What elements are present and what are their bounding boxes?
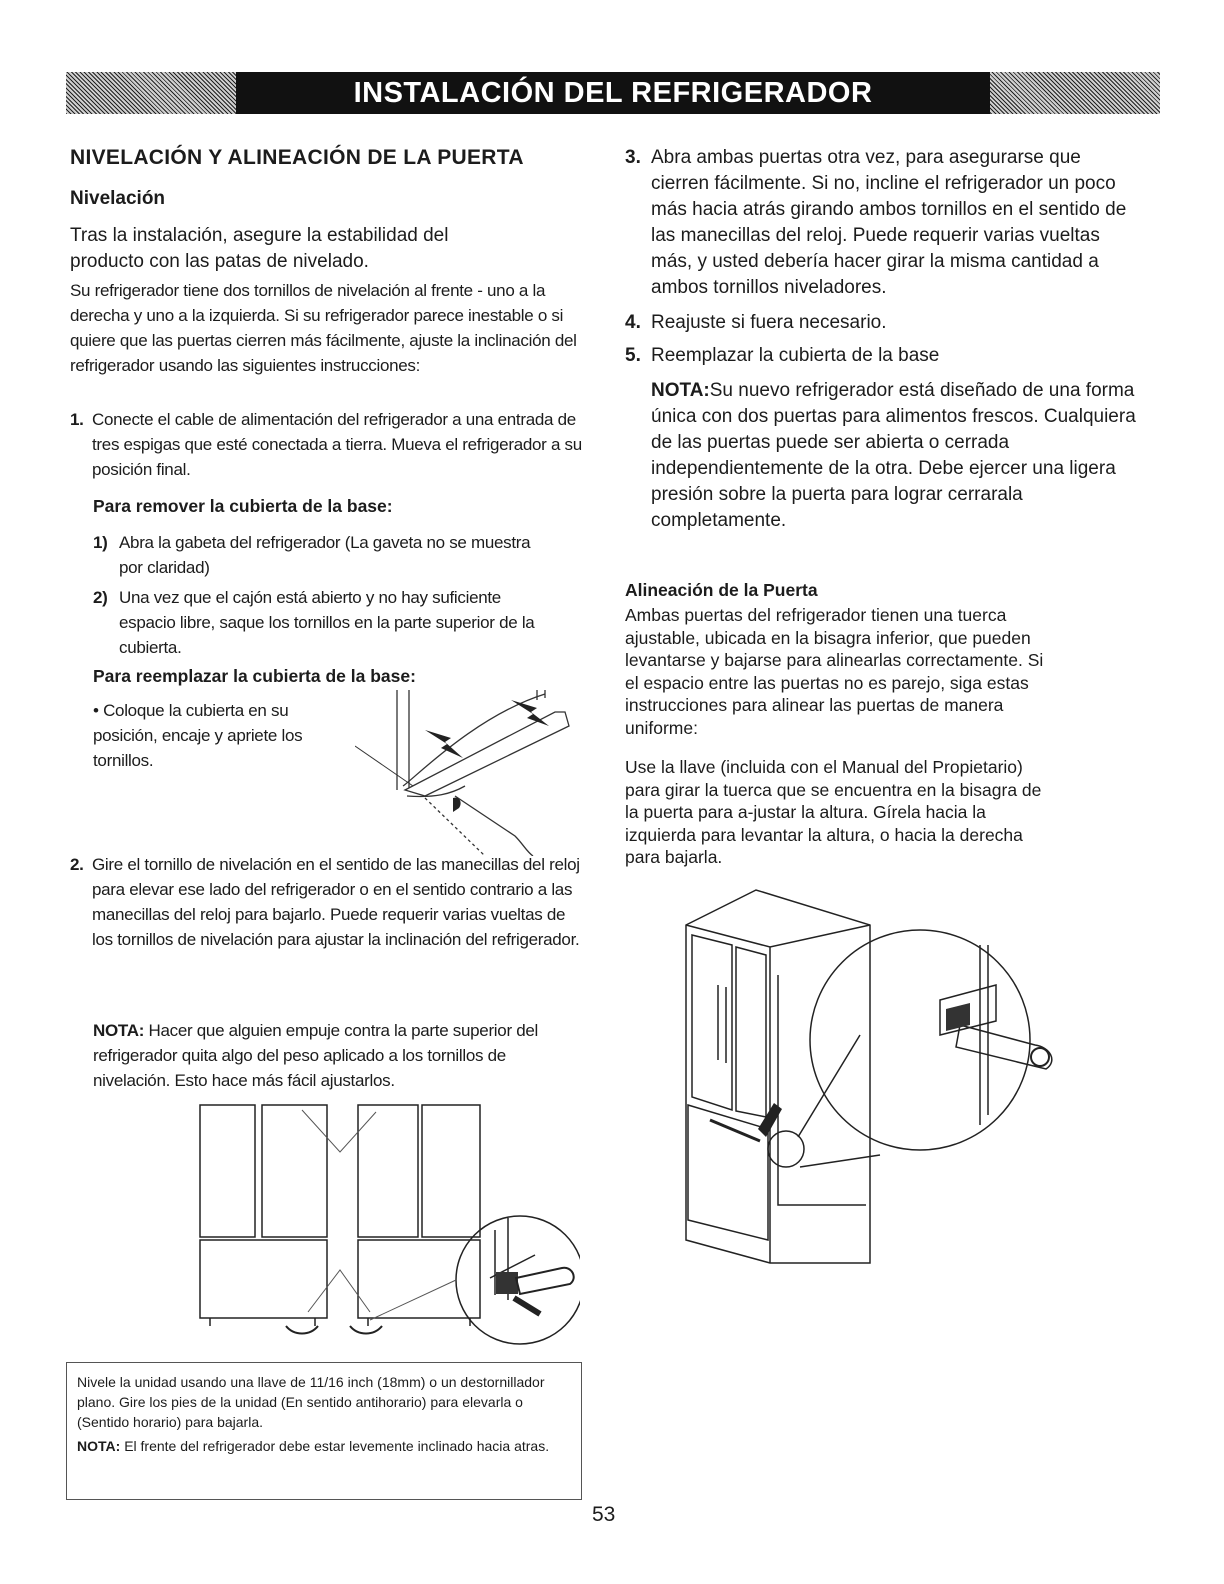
section-title: NIVELACIÓN Y ALINEACIÓN DE LA PUERTA (70, 146, 524, 169)
step-3-text: Abra ambas puertas otra vez, para asegurarse que cierren fácilmente. Si no, incline el refrigerador un poco más hacia atrás girando ambos tornillos en el sentido de las manecillas del reloj. Puede requerir varias vueltas más, y usted debería hacer girar la misma cantidad a ambos tornillos niveladores. (651, 147, 1127, 298)
leveling-illustration (190, 1100, 580, 1360)
door-note (651, 378, 1141, 534)
door-alignment-text-1: Ambas puertas del refrigerador tienen una tuerca ajustable, ubicada en la bisagra inferior, que pueden levantarse y bajarse para alinearlas correctamente. Si el espacio entre las puertas no es parejo, siga estas instrucciones para alinear las puertas de manera uniforme: (625, 605, 1044, 738)
intro-text: Tras la instalación, asegure la estabilidad del producto con las patas de nivelado. (70, 225, 449, 272)
step-3 (625, 145, 1140, 301)
step-4 (625, 310, 1140, 336)
leveling-note-label: NOTA: (93, 1021, 145, 1040)
step-1-text: Conecte el cable de alimentación del refrigerador a una entrada de tres espigas que esté conectada a tierra. Mueva el refrigerador a su posición final. (92, 410, 582, 479)
nivelacion-title: Nivelación (70, 188, 166, 209)
door-note-label: NOTA: (651, 380, 710, 401)
remove-step-2 (93, 585, 553, 660)
nivelacion-body: Su refrigerador tiene dos tornillos de nivelación al frente - uno a la derecha y uno a la izquierda. Si su refrigerador parece inestable o si quiere que las puertas cierren más fácilmente, ajuste la inclinación del refrigerador usando las siguientes instrucciones: (70, 281, 577, 375)
leveling-caption-text: Nivele la unidad usando una llave de 11/16 inch (18mm) o un destornillador plano. Gire los pies de la unidad (En sentido antihorario) para elevarla o (Sentido horario) para bajarla. (77, 1374, 545, 1430)
refrigerator-illustration (670, 885, 1090, 1275)
step-2-text: Gire el tornillo de nivelación en el sentido de las manecillas del reloj para elevar ese lado del refrigerador o en el sentido contrario a las manecillas del reloj para bajarlo. Puede requerir varias vueltas de los tornillos de nivelación para ajustar la inclinación del refrigerador. (92, 855, 580, 949)
replace-cover-text: • Coloque la cubierta en su posición, encaje y apriete los tornillos. (93, 701, 303, 770)
step-1 (70, 407, 585, 482)
door-alignment-title: Alineación de la Puerta (625, 580, 818, 600)
caption-note-label: NOTA: (77, 1438, 121, 1454)
remove-step-2-number: 2) (93, 588, 108, 607)
step-5-text: Reemplazar la cubierta de la base (651, 345, 940, 366)
remove-step-1-number: 1) (93, 533, 108, 552)
leveling-note (93, 1018, 563, 1093)
remove-step-1-text: Abra la gabeta del refrigerador (La gaveta no se muestra por claridad) (119, 533, 531, 577)
step-2-number: 2. (70, 855, 84, 874)
step-5 (625, 343, 1140, 369)
step-1-number: 1. (70, 410, 84, 429)
remove-step-2-text: Una vez que el cajón está abierto y no hay suficiente espacio libre, saque los tornillos en la parte superior de la cubierta. (119, 588, 535, 657)
leveling-note-text: Hacer que alguien empuje contra la parte superior del refrigerador quita algo del peso aplicado a los tornillos de nivelación. Esto hace más fácil ajustarlos. (93, 1021, 539, 1090)
door-note-text: Su nuevo refrigerador está diseñado de una forma única con dos puertas para alimentos frescos. Cualquiera de las puertas puede ser abierta o cerrada independientemente de la otra. Debe ejercer una ligera presión sobre la puerta para lograr cerrarala completamente. (651, 380, 1136, 531)
header-title-box (236, 72, 990, 114)
leveling-caption-box (66, 1362, 582, 1500)
base-cover-illustration (355, 686, 585, 856)
door-alignment-text-2: Use la llave (incluida con el Manual del Propietario) para girar la tuerca que se encuentra en la bisagra de la puerta para a-justar la altura. Gírela hacia la izquierda para levantar la altura, o hacia la derecha para bajarla. (625, 757, 1042, 867)
remove-cover-title: Para remover la cubierta de la base: (93, 496, 393, 516)
step-2 (70, 852, 585, 952)
step-4-text: Reajuste si fuera necesario. (651, 312, 887, 333)
leveling-caption-note (77, 1436, 571, 1456)
caption-note-text: El frente del refrigerador debe estar levemente inclinado hacia atras. (124, 1438, 550, 1454)
step-3-number: 3. (625, 147, 641, 168)
step-5-number: 5. (625, 345, 641, 366)
header-bar (66, 72, 1160, 114)
page-title: INSTALACIÓN DEL REFRIGERADOR (353, 76, 873, 109)
replace-cover-title: Para reemplazar la cubierta de la base: (93, 666, 416, 686)
step-4-number: 4. (625, 312, 641, 333)
remove-step-1 (93, 530, 553, 580)
page-number: 53 (592, 1503, 616, 1526)
